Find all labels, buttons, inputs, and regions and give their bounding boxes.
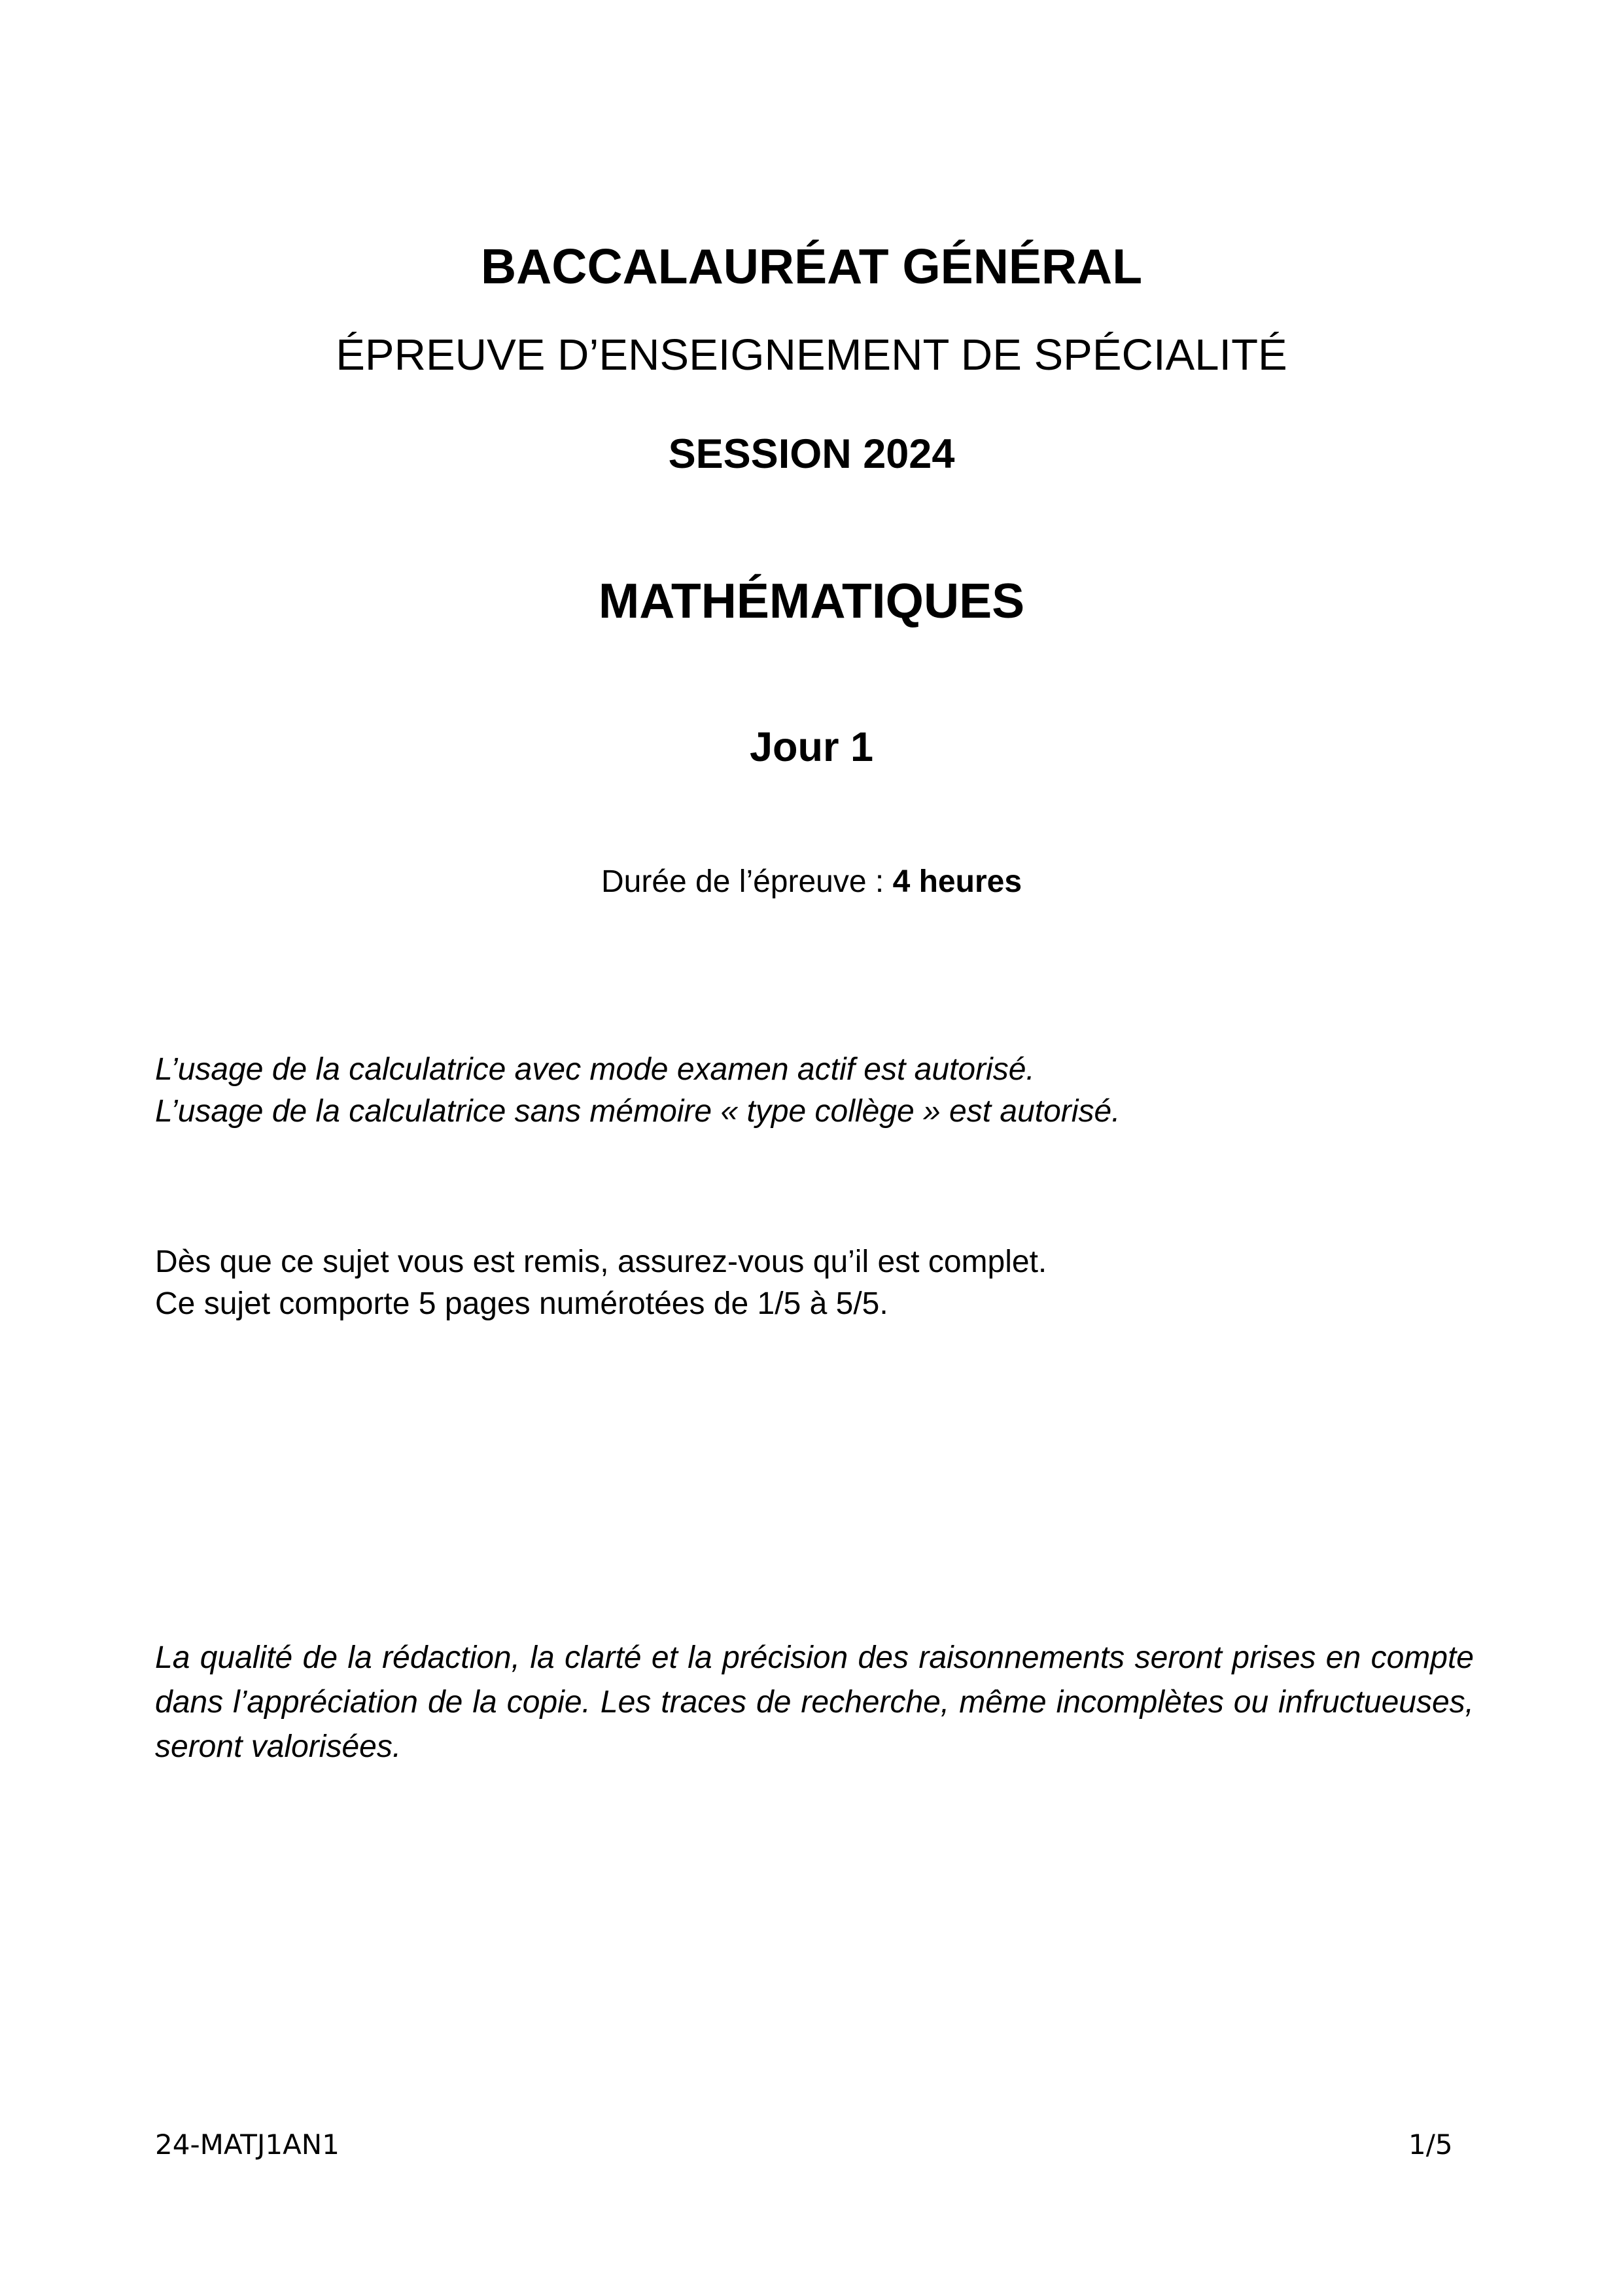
duration-value: 4 heures bbox=[892, 864, 1022, 899]
exam-subtitle: ÉPREUVE D’ENSEIGNEMENT DE SPÉCIALITÉ bbox=[336, 330, 1287, 380]
completeness-check bbox=[155, 1241, 1047, 1325]
quality-note: La qualité de la rédaction, la clarté et la précision des raisonnements seront prises en compte dans l’appréciation de la copie. Les traces de recherche, même incomplètes ou infructueuses, seront valorisées. bbox=[155, 1640, 1474, 1764]
session-label: SESSION 2024 bbox=[668, 431, 955, 477]
exam-duration bbox=[0, 860, 1623, 904]
exam-day: Jour 1 bbox=[749, 724, 874, 770]
calculator-rule-line: L’usage de la calculatrice avec mode examen actif est autorisé. bbox=[155, 1052, 1035, 1087]
footer-page-number: 1/5 bbox=[1408, 2128, 1453, 2161]
exam-title: BACCALAURÉAT GÉNÉRAL bbox=[480, 239, 1143, 294]
duration-label: Durée de l’épreuve : bbox=[601, 864, 893, 899]
footer-exam-code: 24-MATJ1AN1 bbox=[155, 2128, 340, 2161]
calculator-rule-line: L’usage de la calculatrice sans mémoire « type collège » est autorisé. bbox=[155, 1094, 1121, 1129]
check-line: Ce sujet comporte 5 pages numérotées de 1/5 à 5/5. bbox=[155, 1286, 888, 1321]
calculator-rules bbox=[155, 1049, 1120, 1133]
check-line: Dès que ce sujet vous est remis, assurez-vous qu’il est complet. bbox=[155, 1245, 1047, 1279]
subject-name: MATHÉMATIQUES bbox=[598, 573, 1025, 628]
